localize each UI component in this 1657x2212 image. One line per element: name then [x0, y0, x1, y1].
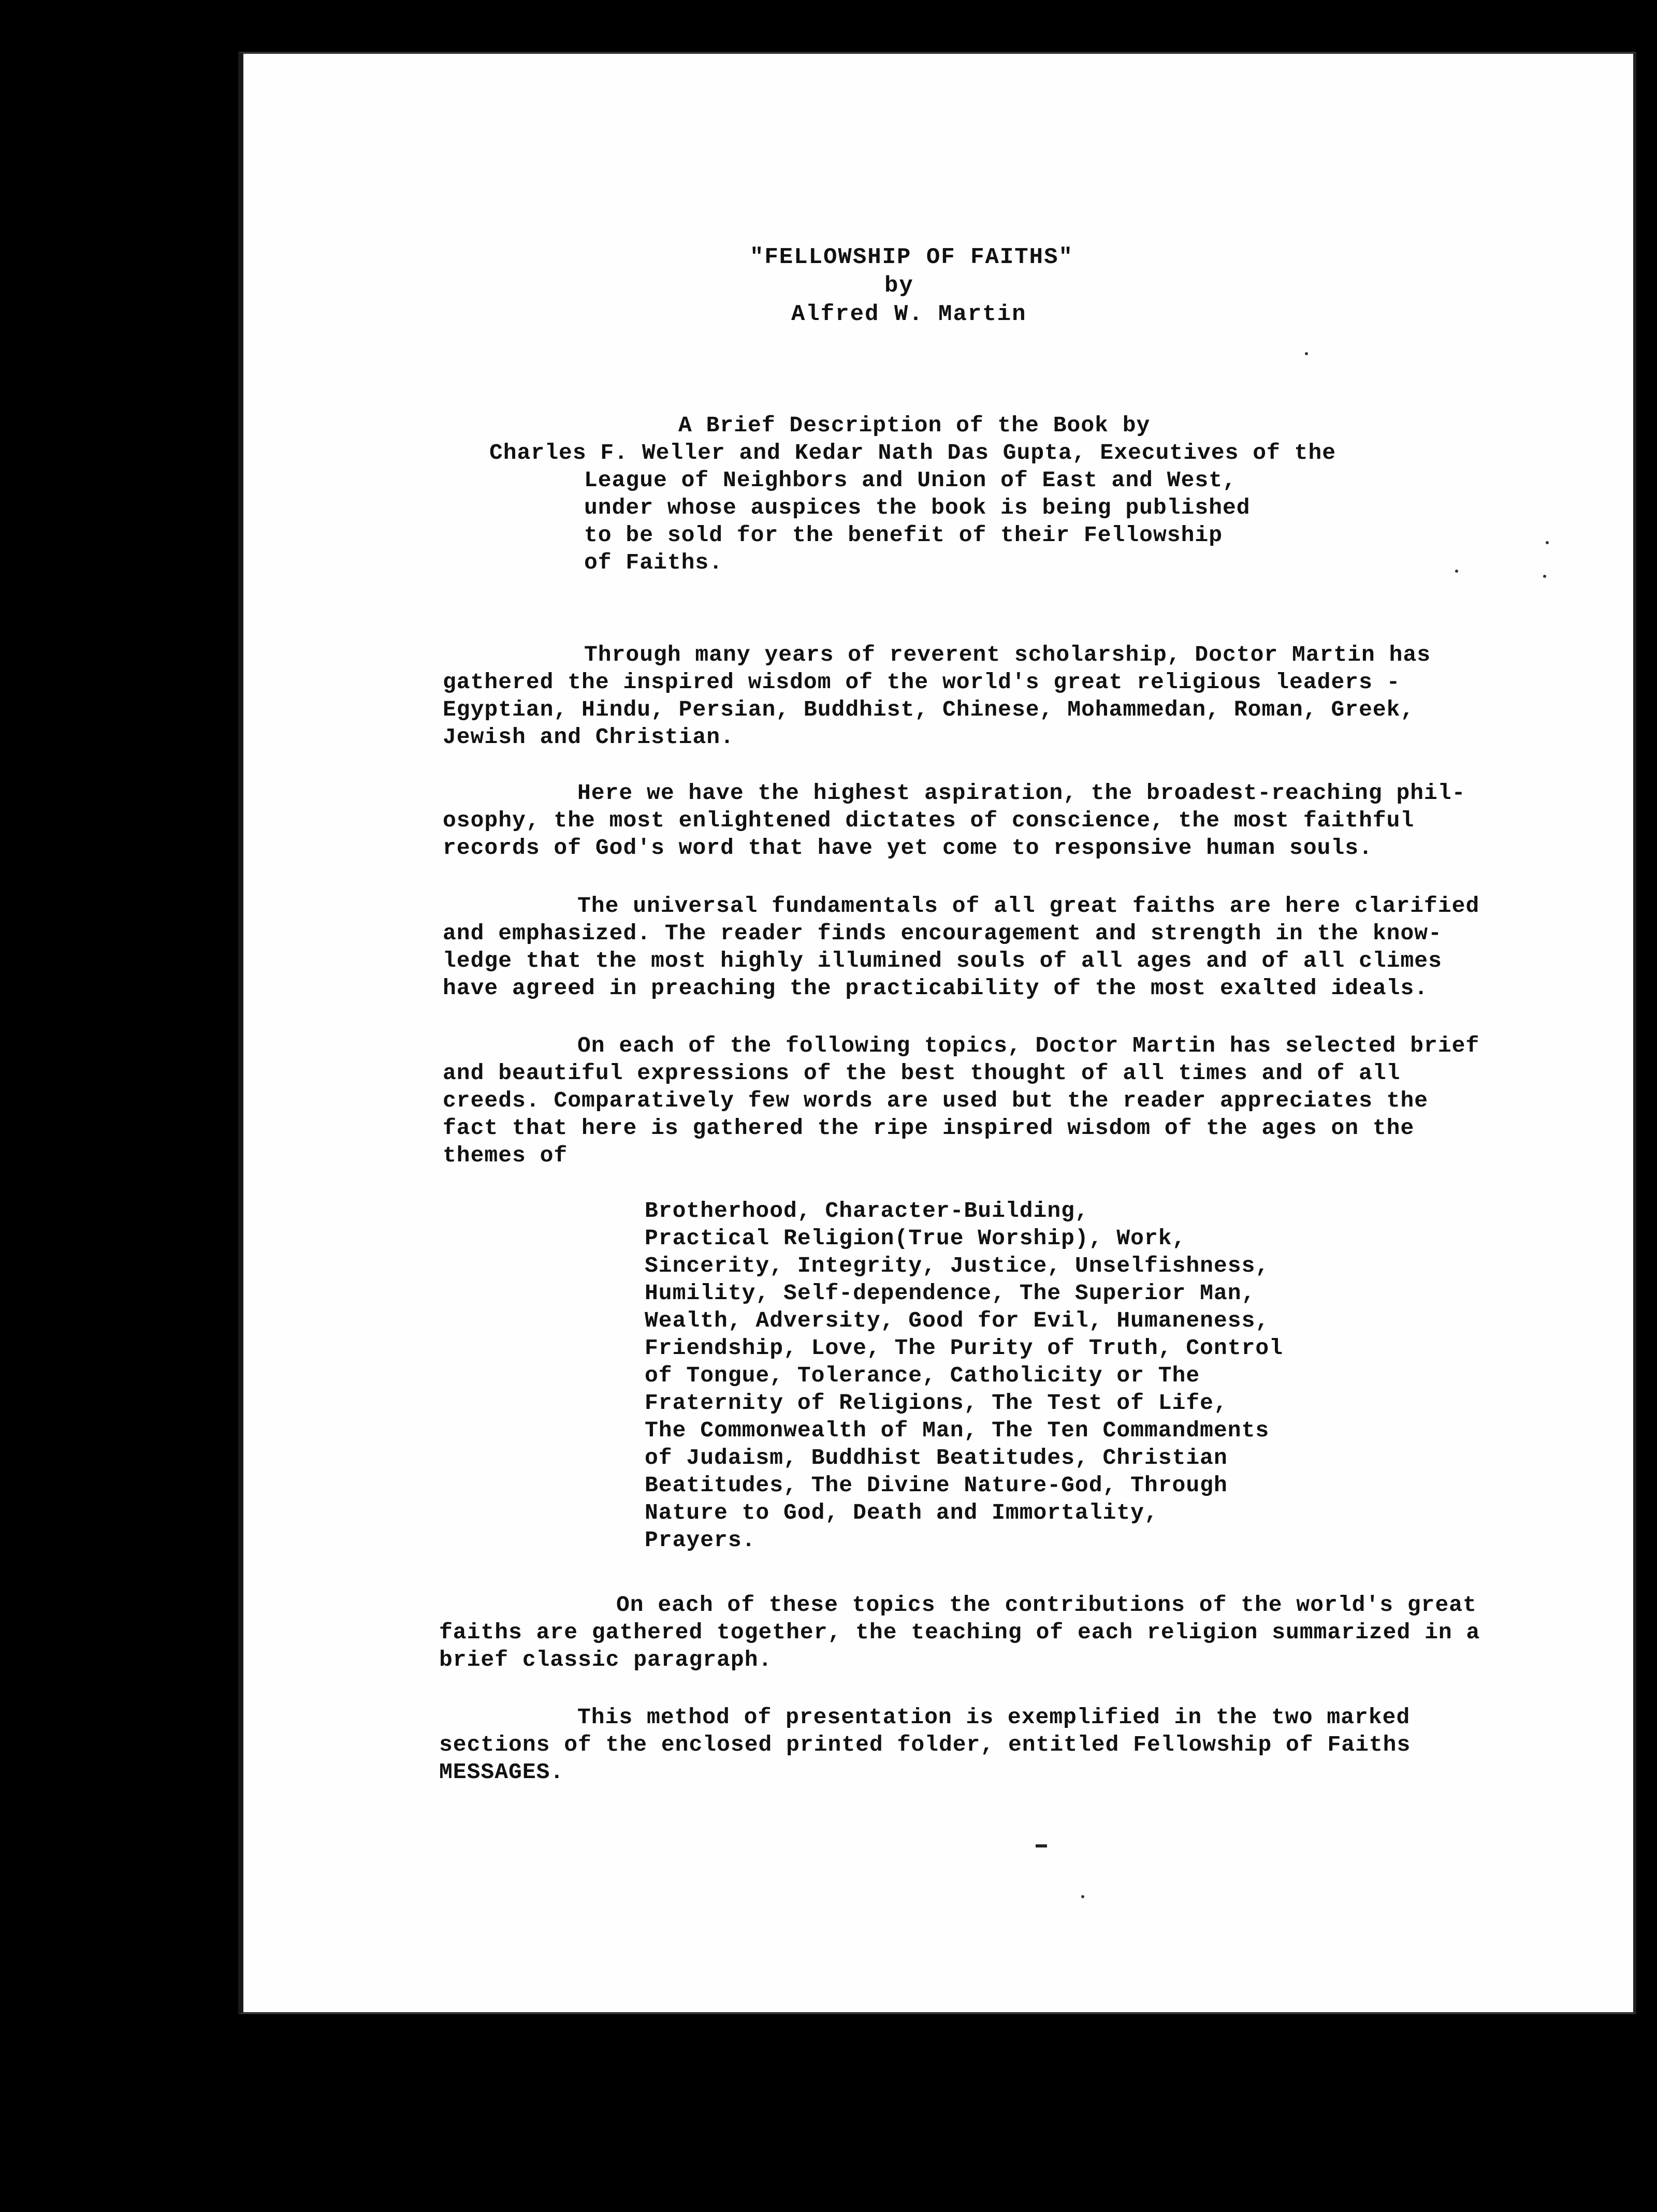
- paragraph-line: and beautiful expressions of the best thought of all times and of all: [443, 1060, 1401, 1086]
- paragraph-line: Through many years of reverent scholarship, Doctor Martin has: [584, 642, 1431, 667]
- paragraph-line: The universal fundamentals of all great faiths are here clarified: [577, 893, 1480, 919]
- paragraph-line: On each of these topics the contributions of the world's great: [616, 1592, 1477, 1618]
- topic-line: Wealth, Adversity, Good for Evil, Humaneness,: [645, 1308, 1270, 1333]
- topic-line: Brotherhood, Character-Building,: [645, 1198, 1089, 1224]
- paragraph-line: records of God's word that have yet come to responsive human souls.: [443, 835, 1373, 861]
- description-line: Charles F. Weller and Kedar Nath Das Gupta, Executives of the: [489, 440, 1336, 465]
- topic-line: of Tongue, Tolerance, Catholicity or The: [645, 1363, 1200, 1388]
- topic-line: Nature to God, Death and Immortality,: [645, 1500, 1158, 1525]
- topic-line: of Judaism, Buddhist Beatitudes, Christian: [645, 1445, 1228, 1471]
- description-line: to be sold for the benefit of their Fellowship: [584, 522, 1223, 548]
- paragraph-line: faiths are gathered together, the teaching of each religion summarized in a: [439, 1620, 1480, 1645]
- paragraph-line: creeds. Comparatively few words are used but the reader appreciates the: [443, 1088, 1429, 1113]
- paragraph-line: and emphasized. The reader finds encouragement and strength in the know-: [443, 921, 1442, 946]
- scan-speck: [1546, 541, 1549, 544]
- paragraph-line: On each of the following topics, Doctor Martin has selected brief: [577, 1033, 1480, 1058]
- topic-line: Humility, Self-dependence, The Superior Man,: [645, 1280, 1256, 1306]
- author-name: Alfred W. Martin: [791, 301, 1027, 327]
- by-line: by: [884, 273, 914, 299]
- scan-mark: [1036, 1844, 1047, 1847]
- scan-speck: [1305, 352, 1308, 355]
- topic-line: Practical Religion(True Worship), Work,: [645, 1226, 1186, 1251]
- paragraph-line: Jewish and Christian.: [443, 724, 734, 750]
- description-line: A Brief Description of the Book by: [678, 413, 1151, 438]
- paragraph-line: fact that here is gathered the ripe inspired wisdom of the ages on the: [443, 1115, 1415, 1141]
- paragraph-line: MESSAGES.: [439, 1759, 564, 1785]
- topic-line: Fraternity of Religions, The Test of Life,: [645, 1390, 1228, 1416]
- paragraph-line: brief classic paragraph.: [439, 1647, 773, 1672]
- document-title: "FELLOWSHIP OF FAITHS": [750, 244, 1073, 270]
- paragraph-line: ledge that the most highly illumined souls of all ages and of all climes: [443, 948, 1442, 973]
- paragraph-line: Egyptian, Hindu, Persian, Buddhist, Chinese, Mohammedan, Roman, Greek,: [443, 697, 1415, 722]
- topic-line: Friendship, Love, The Purity of Truth, Control: [645, 1335, 1283, 1361]
- topic-line: Prayers.: [645, 1527, 756, 1553]
- topic-line: The Commonwealth of Man, The Ten Commandments: [645, 1418, 1270, 1443]
- paragraph-line: gathered the inspired wisdom of the world's great religious leaders -: [443, 670, 1401, 695]
- topic-line: Sincerity, Integrity, Justice, Unselfishness,: [645, 1253, 1270, 1278]
- paragraph-line: themes of: [443, 1143, 568, 1168]
- scan-speck: [1455, 570, 1458, 573]
- scan-speck: [1081, 1895, 1084, 1898]
- paragraph-line: Here we have the highest aspiration, the broadest-reaching phil-: [577, 780, 1466, 806]
- scan-speck: [1543, 575, 1546, 578]
- description-line: of Faiths.: [584, 550, 723, 575]
- paragraph-line: This method of presentation is exemplified in the two marked: [577, 1705, 1411, 1730]
- paragraph-line: sections of the enclosed printed folder, entitled Fellowship of Faiths: [439, 1732, 1411, 1757]
- description-line: under whose auspices the book is being published: [584, 495, 1251, 520]
- description-line: League of Neighbors and Union of East and West,: [584, 468, 1237, 493]
- topic-line: Beatitudes, The Divine Nature-God, Through: [645, 1473, 1228, 1498]
- paragraph-line: osophy, the most enlightened dictates of conscience, the most faithful: [443, 808, 1415, 833]
- paragraph-line: have agreed in preaching the practicability of the most exalted ideals.: [443, 976, 1429, 1001]
